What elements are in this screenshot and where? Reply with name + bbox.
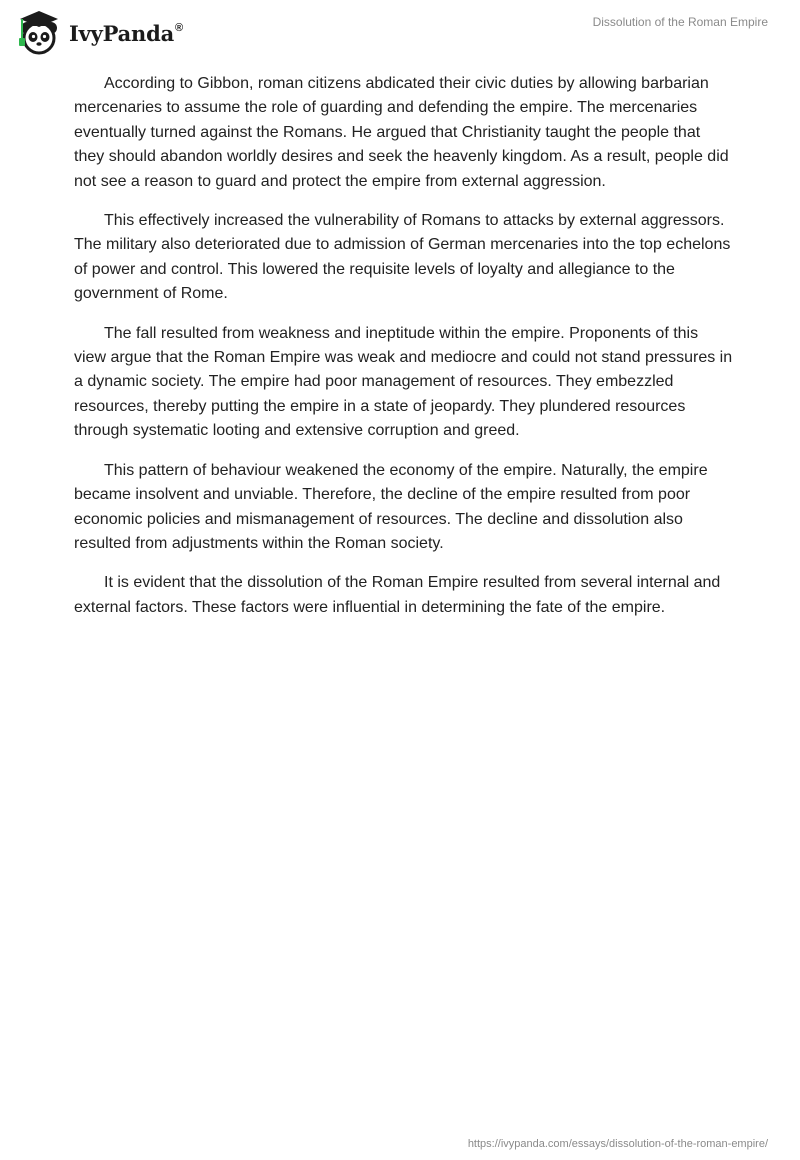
- source-url-link[interactable]: https://ivypanda.com/essays/dissolution-of-the-roman-empire/: [467, 1138, 768, 1150]
- ivypanda-logo[interactable]: [14, 8, 183, 58]
- paragraph-3: The fall resulted from weakness and ineptitude within the empire. Proponents of this view argue that the Roman Empire was weak and mediocre and could not stand pressures in a dynamic society. The empire had poor management of resources. They embezzled resources, thereby putting the empire in a state of jeopardy. They plundered resources through systematic looting and extensive corruption and greed.: [74, 324, 733, 440]
- document-title: Dissolution of the Roman Empire: [592, 15, 768, 29]
- paragraph-5: It is evident that the dissolution of the Roman Empire resulted from several internal and external factors. These factors were influential in determining the fate of the empire.: [74, 574, 721, 616]
- registered-mark: ®: [175, 21, 183, 34]
- essay-body: [74, 72, 734, 635]
- paragraph-4: This pattern of behaviour weakened the economy of the empire. Naturally, the empire became insolvent and unviable. Therefore, the decline of the empire resulted from poor economic policies and mismanagement of resources. The decline and dissolution also resulted from adjustments within the Roman society.: [74, 461, 708, 552]
- page-header: [0, 0, 800, 70]
- brand-name: IvyPanda®: [69, 20, 183, 46]
- panda-graduation-cap-icon: [14, 8, 64, 58]
- paragraph-2: This effectively increased the vulnerability of Romans to attacks by external aggressors. The military also deteriorated due to admission of German mercenaries into the top echelons of power and control. This lowered the requisite levels of loyalty and allegiance to the government of Rome.: [74, 212, 731, 303]
- paragraph-1: According to Gibbon, roman citizens abdicated their civic duties by allowing barbarian mercenaries to assume the role of guarding and defending the empire. The mercenaries eventually turned against the Romans. He argued that Christianity taught the people that they should abandon worldly desires and seek the heavenly kingdom. As a result, people did not see a reason to guard and protect the empire from external aggression.: [74, 75, 729, 190]
